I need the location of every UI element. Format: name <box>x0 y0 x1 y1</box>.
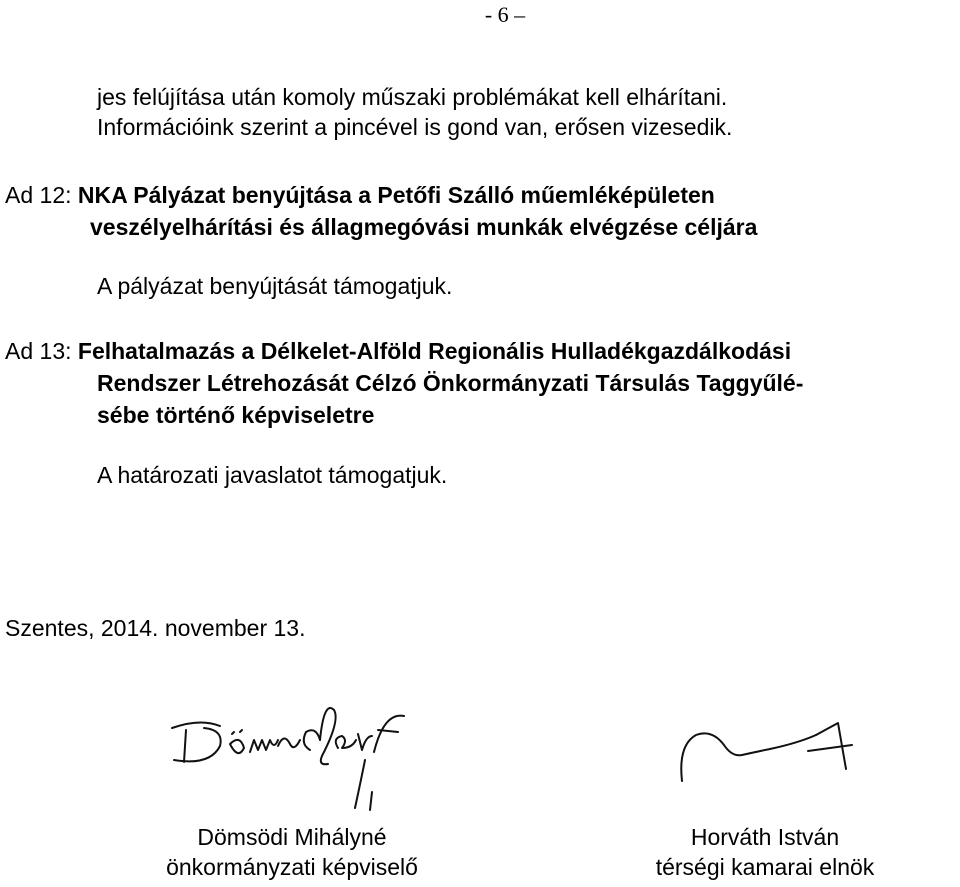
page-number: - 6 – <box>484 2 526 27</box>
item-12-decision: A pályázat benyújtását támogatjuk. <box>97 273 453 299</box>
signature-2 <box>620 705 880 815</box>
item-13-title-line-1: Felhatalmazás a Délkelet-Alföld Regionális Hulladékgazdálkodási <box>77 338 792 364</box>
place-date: Szentes, 2014. november 13. <box>5 615 306 641</box>
item-13-label: Ad 13: <box>5 338 78 364</box>
signature-1 <box>160 700 420 820</box>
item-13-title-line-2: Rendszer Létrehozását Célzó Önkormányzati Társulás Taggyűlé- <box>97 370 804 396</box>
item-12-label: Ad 12: <box>5 182 78 208</box>
intro-line-1: jes felújítása után komoly műszaki problémákat kell elhárítani. <box>97 84 728 110</box>
item-12-title-line-1: NKA Pályázat benyújtása a Petőfi Szálló műemléképületen <box>77 182 715 208</box>
signatory-2 <box>615 822 915 882</box>
signatory-2-role: térségi kamarai elnök <box>655 854 875 880</box>
item-12-title-line-2: veszélyelhárítási és állagmegóvási munkák elvégzése céljára <box>90 214 758 240</box>
item-13-heading <box>5 337 791 365</box>
signatory-1 <box>132 822 452 882</box>
item-13-title-line-3: sébe történő képviseletre <box>97 402 375 428</box>
intro-line-2: Információink szerint a pincével is gond van, erősen vizesedik. <box>97 114 733 140</box>
item-13-decision: A határozati javaslatot támogatjuk. <box>97 462 448 488</box>
item-12-heading <box>5 181 715 209</box>
signatory-1-name: Dömsödi Mihályné <box>197 824 387 850</box>
signatory-2-name: Horváth István <box>690 824 840 850</box>
signatory-1-role: önkormányzati képviselő <box>166 854 418 880</box>
